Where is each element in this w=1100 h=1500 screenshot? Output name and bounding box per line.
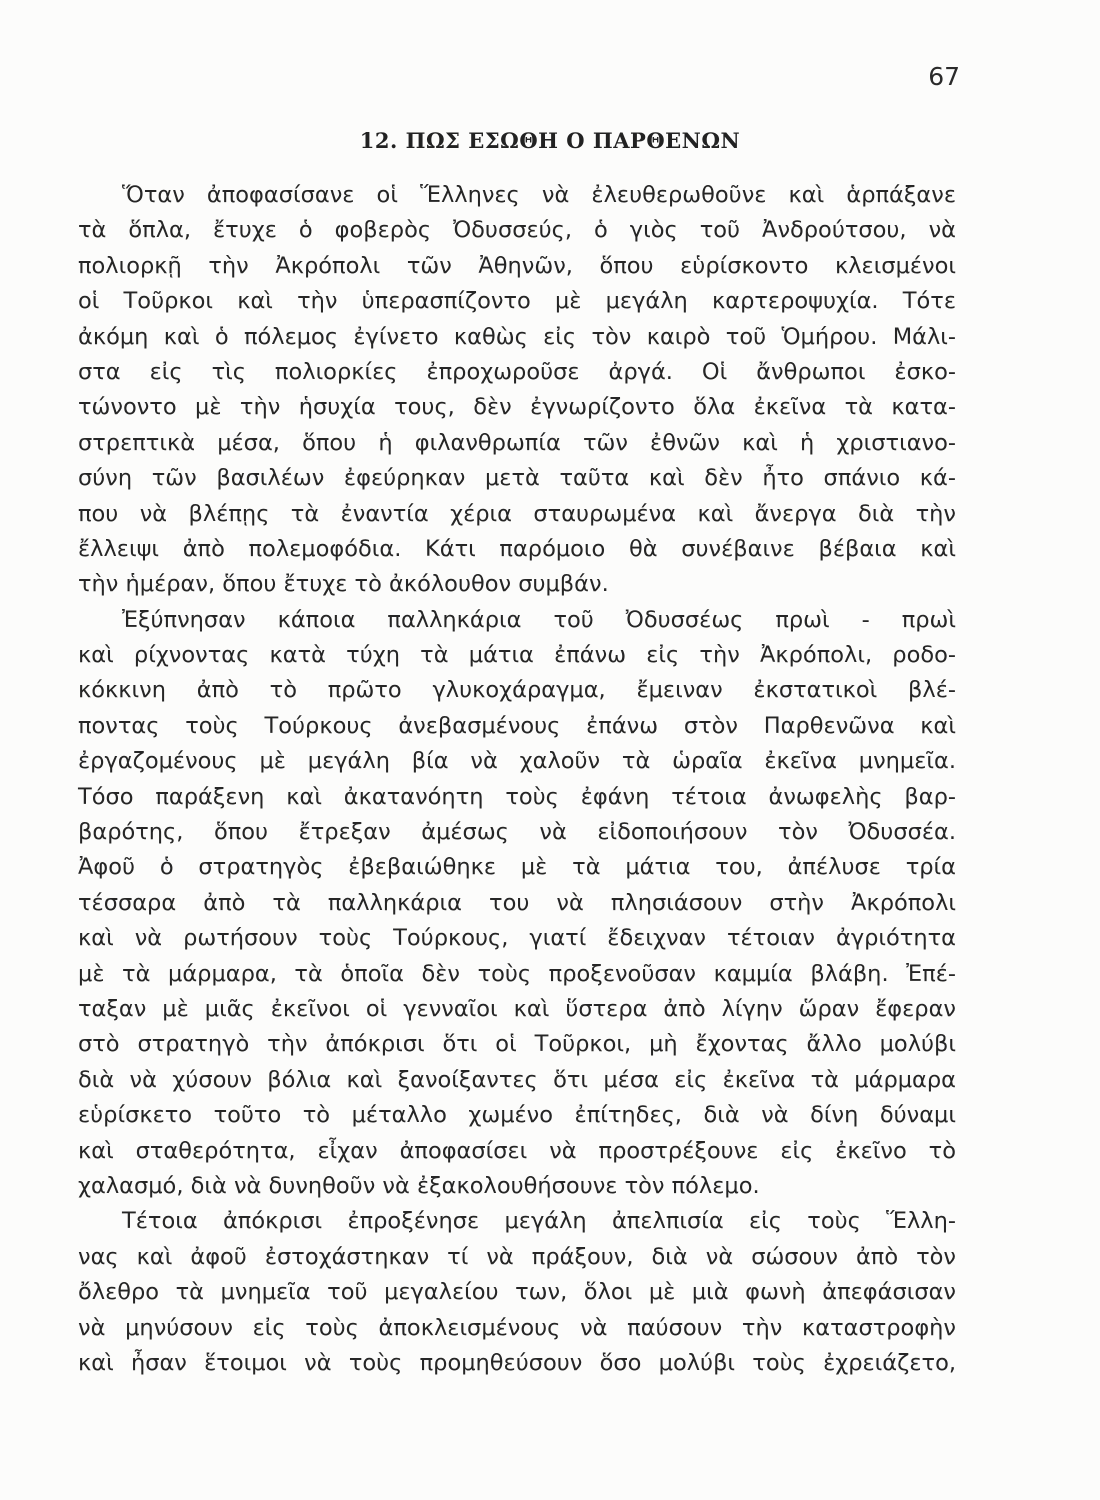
text-line: νὰ μηνύσουν εἰς τοὺς ἀποκλεισμένους νὰ παύσουν τὴν καταστροφὴν [78,1314,956,1341]
text-line: διὰ νὰ χύσουν βόλια καὶ ξανοίξαντες ὅτι μέσα εἰς ἐκεῖνα τὰ μάρμαρα [78,1066,956,1093]
text-line: στὸ στρατηγὸ τὴν ἀπόκρισι ὅτι οἱ Τοῦρκοι, μὴ ἔχοντας ἄλλο μολύβι [78,1031,956,1058]
text-line: Ἐξύπνησαν κάποια παλληκάρια τοῦ Ὀδυσσέως πρωὶ - πρωὶ [122,606,956,633]
text-line: στρεπτικὰ μέσα, ὅπου ἡ φιλανθρωπία τῶν ἐθνῶν καὶ ἡ χριστιανο- [78,429,956,456]
text-line: ἐργαζομένους μὲ μεγάλη βία νὰ χαλοῦν τὰ ὡραῖα ἐκεῖνα μνημεῖα. [78,748,956,775]
text-line: Τόσο παράξενη καὶ ἀκατανόητη τοὺς ἐφάνη τέτοια ἀνωφελὴς βαρ- [78,783,956,810]
text-line: οἱ Τοῦρκοι καὶ τὴν ὑπερασπίζοντο μὲ μεγάλη καρτεροψυχία. Τότε [78,288,956,315]
text-line: καὶ ἦσαν ἕτοιμοι νὰ τοὺς προμηθεύσουν ὅσο μολύβι τοὺς ἐχρειάζετο, [78,1349,956,1376]
text-line: εὑρίσκετο τοῦτο τὸ μέταλλο χωμένο ἐπίτηδες, διὰ νὰ δίνη δύναμι [78,1102,956,1129]
page-number: 67 [928,62,960,91]
text-line: βαρότης, ὅπου ἔτρεξαν ἀμέσως νὰ εἰδοποιήσουν τὸν Ὀδυσσέα. [78,819,956,846]
text-line: ὄλεθρο τὰ μνημεῖα τοῦ μεγαλείου των, ὅλοι μὲ μιὰ φωνὴ ἀπεφάσισαν [78,1279,956,1306]
text-line: σύνη τῶν βασιλέων ἐφεύρηκαν μετὰ ταῦτα καὶ δὲν ἦτο σπάνιο κά- [78,465,956,492]
text-line: ποντας τοὺς Τούρκους ἀνεβασμένους ἐπάνω στὸν Παρθενῶνα καὶ [78,712,956,739]
text-line: Ἀφοῦ ὁ στρατηγὸς ἐβεβαιώθηκε μὲ τὰ μάτια του, ἀπέλυσε τρία [78,854,956,881]
text-line: τέσσαρα ἀπὸ τὰ παλληκάρια του νὰ πλησιάσουν στὴν Ἀκρόπολι [78,889,956,916]
text-line: τὰ ὅπλα, ἔτυχε ὁ φοβερὸς Ὀδυσσεύς, ὁ γιὸς τοῦ Ἀνδρούτσου, νὰ [78,217,956,244]
text-line: χαλασμό, διὰ νὰ δυνηθοῦν νὰ ἐξακολουθήσουνε τὸν πόλεμο. [78,1172,760,1199]
text-line: Ὅταν ἀποφασίσανε οἱ Ἕλληνες νὰ ἐλευθερωθοῦνε καὶ ἁρπάξανε [122,182,956,208]
chapter-title: 12. ΠΩΣ ΕΣΩΘΗ Ο ΠΑΡΘΕΝΩΝ [359,128,741,153]
text-line: στα εἰς τὶς πολιορκίες ἐπροχωροῦσε ἀργά. Οἱ ἄνθρωποι ἐσκο- [78,358,956,385]
text-line: που νὰ βλέπῃς τὰ ἐναντία χέρια σταυρωμένα καὶ ἄνεργα διὰ τὴν [78,500,956,527]
text-line: ἀκόμη καὶ ὁ πόλεμος ἐγίνετο καθὼς εἰς τὸν καιρὸ τοῦ Ὁμήρου. Μάλι- [78,323,956,350]
text-line: καὶ ρίχνοντας κατὰ τύχη τὰ μάτια ἐπάνω εἰς τὴν Ἀκρόπολι, ροδο- [78,642,956,669]
text-line: ἔλλειψι ἀπὸ πολεμοφόδια. Κάτι παρόμοιο θὰ συνέβαινε βέβαια καὶ [78,535,956,562]
text-line: κόκκινη ἀπὸ τὸ πρῶτο γλυκοχάραγμα, ἔμειναν ἐκστατικοὶ βλέ- [78,677,956,704]
body-text [78,178,956,1381]
text-line: μὲ τὰ μάρμαρα, τὰ ὁποῖα δὲν τοὺς προξενοῦσαν καμμία βλάβη. Ἐπέ- [78,960,956,987]
text-line: καὶ σταθερότητα, εἶχαν ἀποφασίσει νὰ προστρέξουνε εἰς ἐκεῖνο τὸ [78,1137,956,1164]
text-line: τώνοντο μὲ τὴν ἡσυχία τους, δὲν ἐγνωρίζοντο ὅλα ἐκεῖνα τὰ κατα- [78,394,956,421]
text-line: νας καὶ ἀφοῦ ἐστοχάστηκαν τί νὰ πράξουν, διὰ νὰ σώσουν ἀπὸ τὸν [78,1243,956,1270]
text-line: ταξαν μὲ μιᾶς ἐκεῖνοι οἱ γενναῖοι καὶ ὕστερα ἀπὸ λίγην ὥραν ἔφεραν [78,995,956,1022]
text-line: καὶ νὰ ρωτήσουν τοὺς Τούρκους, γιατί ἔδειχναν τέτοιαν ἀγριότητα [78,925,956,952]
text-line: τὴν ἡμέραν, ὅπου ἔτυχε τὸ ἀκόλουθον συμβάν. [78,571,609,598]
text-line: Τέτοια ἀπόκρισι ἐπροξένησε μεγάλη ἀπελπισία εἰς τοὺς Ἕλλη- [122,1208,956,1235]
text-line: πολιορκῇ τὴν Ἀκρόπολι τῶν Ἀθηνῶν, ὅπου εὑρίσκοντο κλεισμένοι [78,252,956,279]
